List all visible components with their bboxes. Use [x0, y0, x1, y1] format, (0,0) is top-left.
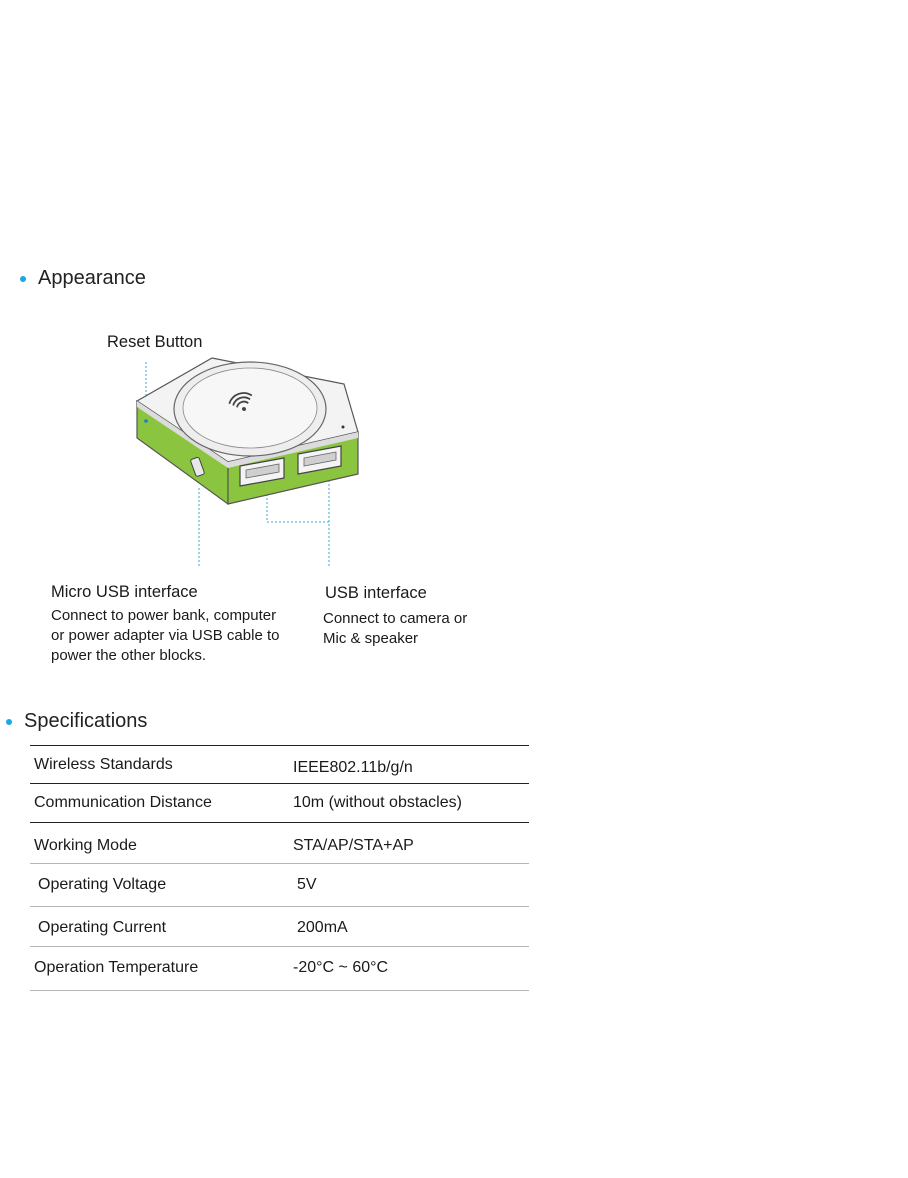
spec-value: IEEE802.11b/g/n: [293, 759, 413, 776]
usb-description: Connect to camera or Mic & speaker: [323, 610, 468, 647]
reset-button-label: Reset Button: [107, 333, 203, 351]
spec-row-wireless: [30, 745, 529, 783]
micro-usb-title: Micro USB interface: [51, 583, 198, 601]
micro-usb-description: Connect to power bank, computer or power adapter via USB cable to power the other blocks.: [51, 607, 280, 664]
spec-row-temperature: [30, 946, 529, 990]
spec-key: Wireless Standards: [34, 756, 173, 773]
spec-row-voltage: [30, 863, 529, 906]
bullet-icon: [6, 719, 12, 725]
specifications-heading: [6, 710, 147, 733]
reset-button-dot: [144, 419, 148, 423]
top-panel-inner: [183, 368, 317, 448]
spec-key: Communication Distance: [34, 794, 212, 811]
specifications-table: [30, 745, 529, 991]
usb-bracket-line: [267, 490, 329, 522]
spec-value: STA/AP/STA+AP: [293, 837, 414, 854]
specifications-title: Specifications: [24, 710, 148, 732]
table-bottom-border: [30, 990, 529, 991]
spec-value: 5V: [297, 876, 317, 893]
spec-row-mode: [30, 822, 529, 863]
spec-row-distance: [30, 783, 529, 822]
spec-value: -20°C ~ 60°C: [293, 959, 389, 976]
spec-key: Operating Current: [38, 919, 167, 936]
spec-value: 10m (without obstacles): [293, 794, 462, 811]
appearance-title: Appearance: [38, 267, 146, 289]
spec-row-current: [30, 906, 529, 946]
spec-value: 200mA: [297, 919, 348, 936]
status-led: [342, 426, 345, 429]
spec-key: Operating Voltage: [38, 876, 167, 893]
usb-title: USB interface: [325, 584, 427, 602]
spec-key: Working Mode: [34, 837, 137, 854]
spec-key: Operation Temperature: [34, 959, 199, 976]
